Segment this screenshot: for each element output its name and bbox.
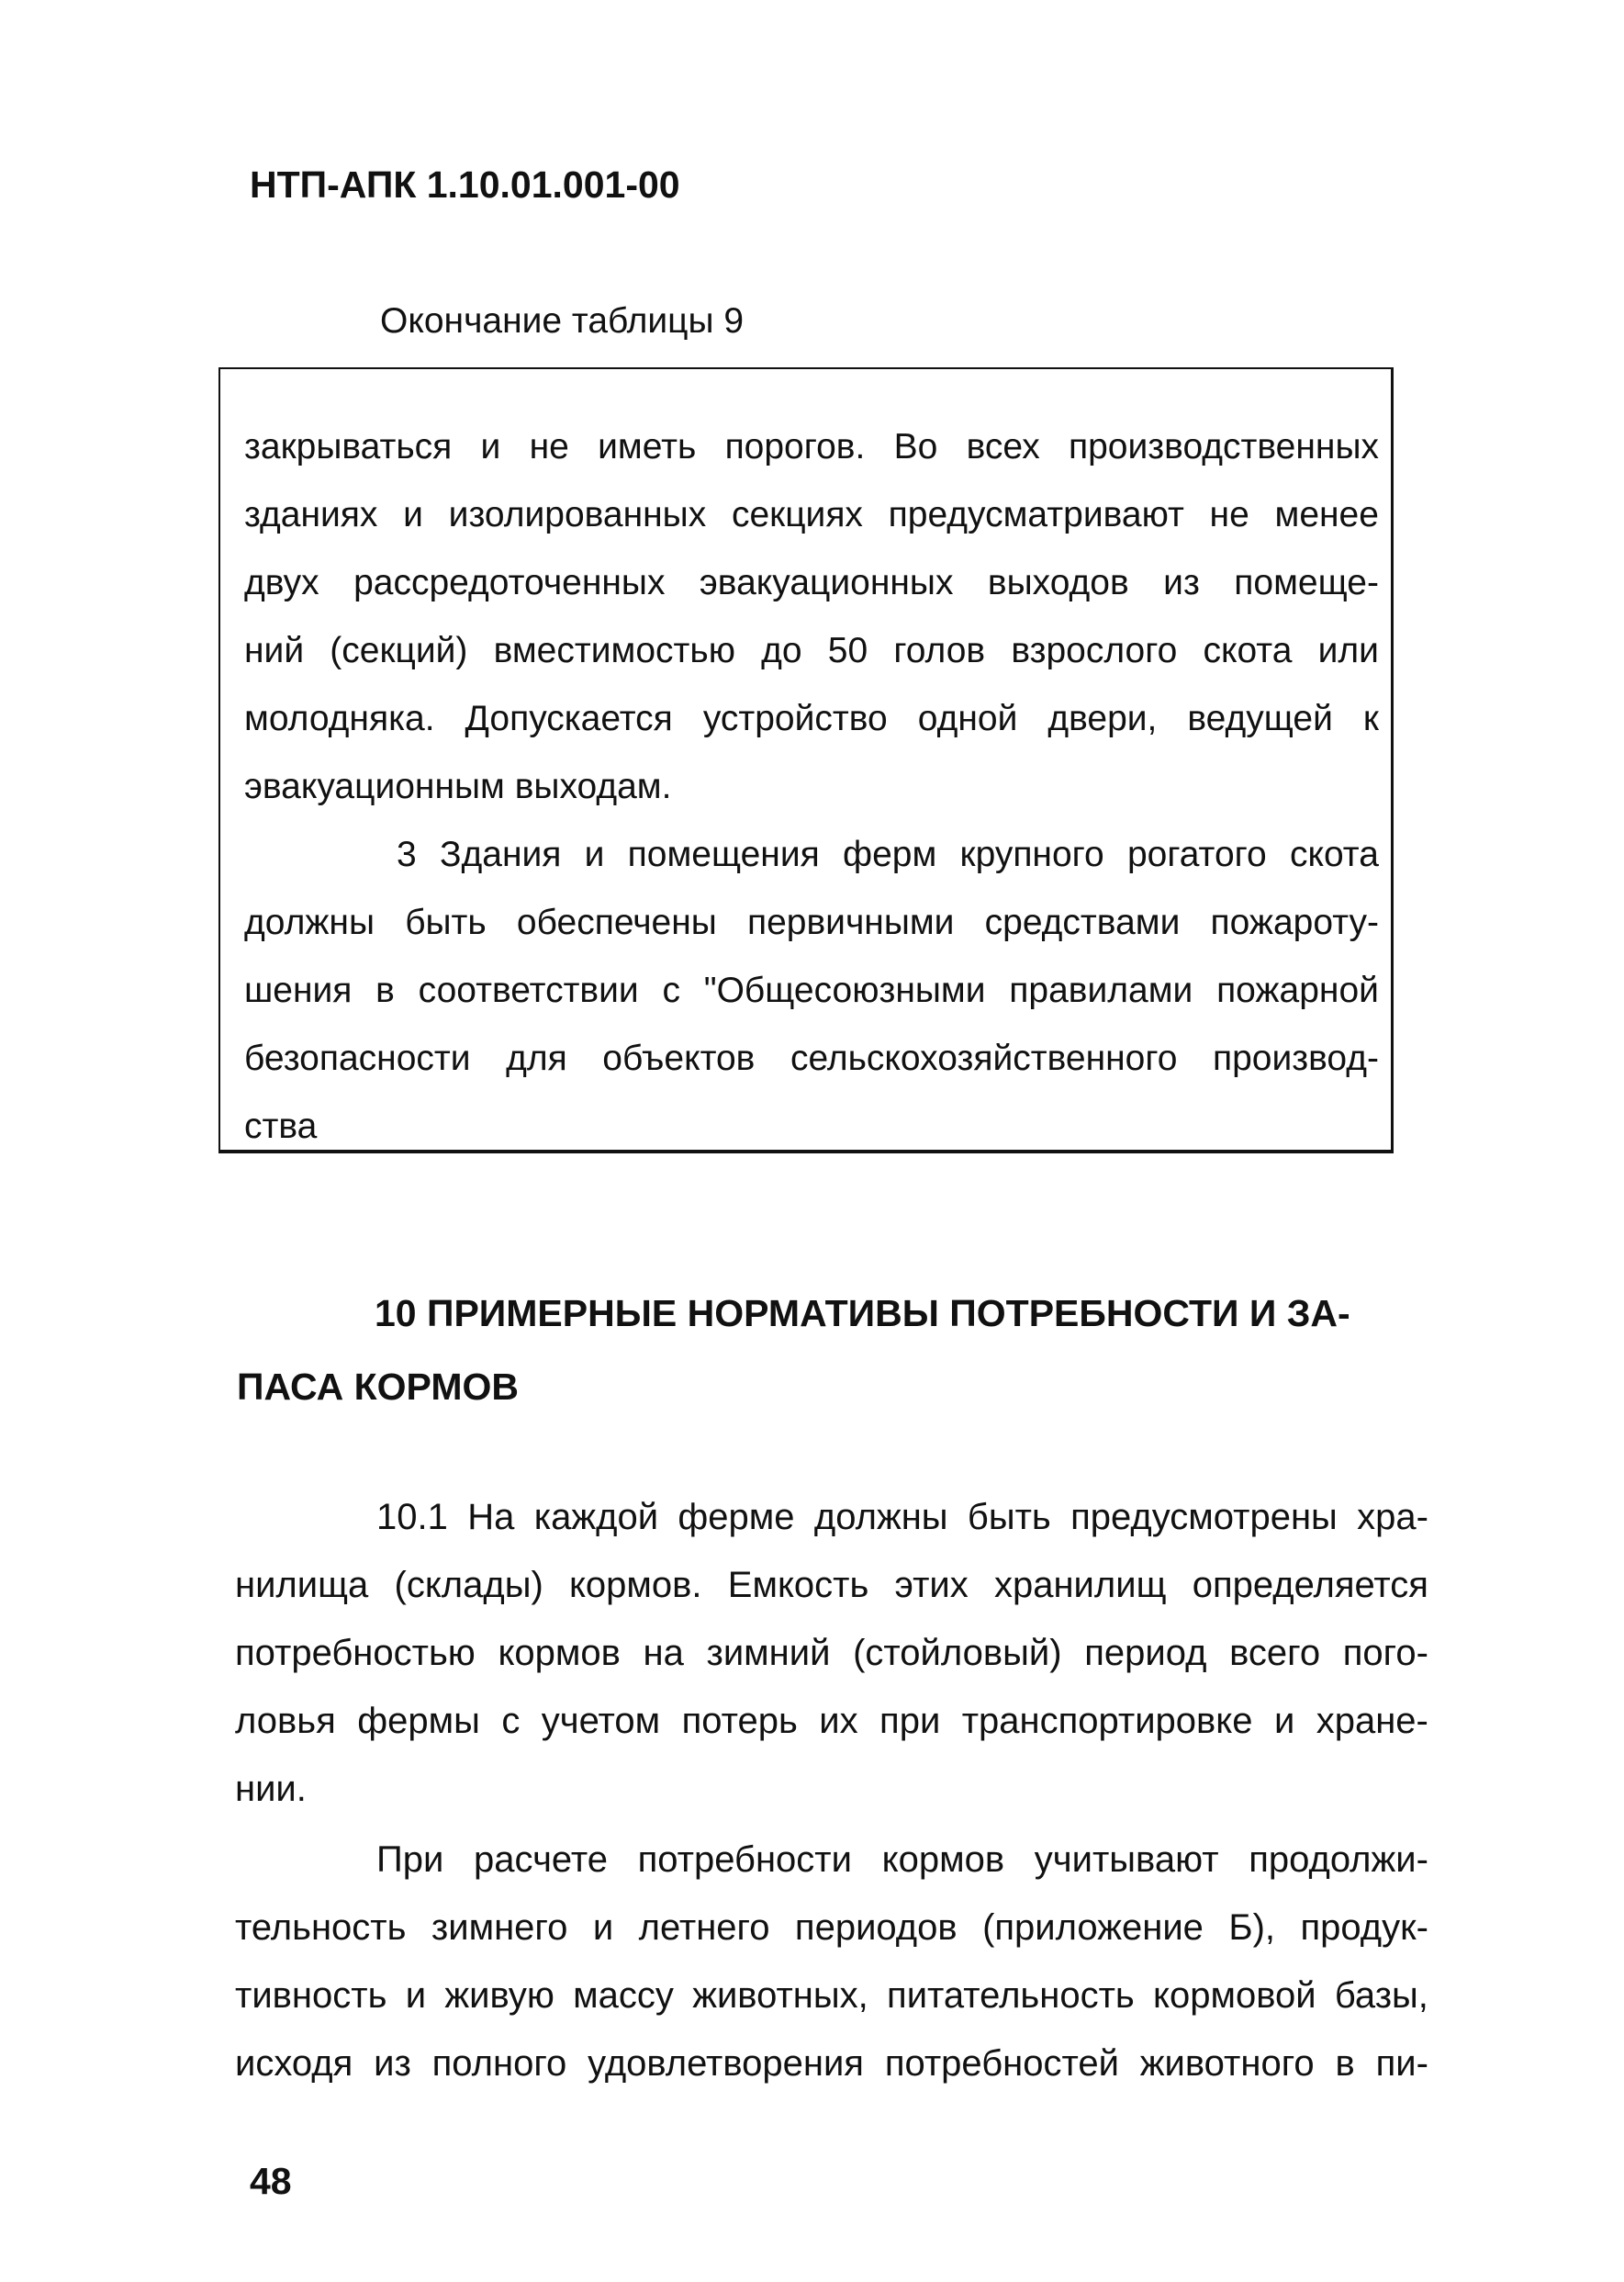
table-line: ний (секций) вместимостью до 50 голов взрослого скота или [244, 631, 1379, 670]
paragraph-line: исходя из полного удовлетворения потребностей животного в пи- [235, 2043, 1428, 2084]
table-line: двух рассредоточенных эвакуационных выходов из помеще- [244, 563, 1379, 602]
table-line: закрываться и не иметь порогов. Во всех производственных [244, 427, 1379, 467]
paragraph-line: При расчете потребности кормов учитывают продолжи- [376, 1839, 1428, 1880]
table-line: должны быть обеспечены первичными средствами пожароту- [244, 903, 1379, 942]
table-line: 3 Здания и помещения ферм крупного рогатого скота [397, 835, 1379, 874]
table-caption: Окончание таблицы 9 [380, 301, 745, 341]
paragraph-line: тельность зимнего и летнего периодов (приложение Б), продук- [235, 1907, 1428, 1948]
table-line: ства [244, 1107, 318, 1146]
paragraph-line: нии. [235, 1769, 307, 1809]
table-line: шения в соответствии с "Общесоюзными правилами пожарной [244, 971, 1379, 1010]
table-line: безопасности для объектов сельскохозяйственного производ- [244, 1039, 1379, 1078]
paragraph-feed-calculation [235, 1826, 1428, 2097]
table-line: молодняка. Допускается устройство одной двери, ведущей к [244, 699, 1379, 738]
section-heading-line: 10 ПРИМЕРНЫЕ НОРМАТИВЫ ПОТРЕБНОСТИ И ЗА- [375, 1292, 1350, 1334]
table-line: зданиях и изолированных секциях предусматривают не менее [244, 495, 1379, 534]
paragraph-10-1 [235, 1483, 1428, 1823]
table-line: эвакуационным выходам. [244, 767, 672, 806]
paragraph-line: нилища (склады) кормов. Емкость этих хранилищ определяется [235, 1565, 1428, 1605]
table-text [244, 413, 1379, 1161]
document-code: НТП-АПК 1.10.01.001-00 [250, 163, 680, 206]
section-heading [237, 1276, 1384, 1423]
section-heading-line: ПАСА КОРМОВ [237, 1366, 520, 1408]
paragraph-line: тивность и живую массу животных, питательность кормовой базы, [235, 1975, 1428, 2016]
paragraph-line: потребностью кормов на зимний (стойловый) период всего пого- [235, 1633, 1428, 1673]
paragraph-line: ловья фермы с учетом потерь их при транспортировке и хране- [235, 1701, 1428, 1741]
paragraph-line: 10.1 На каждой ферме должны быть предусмотрены хра- [376, 1497, 1428, 1537]
page-number: 48 [250, 2160, 292, 2202]
